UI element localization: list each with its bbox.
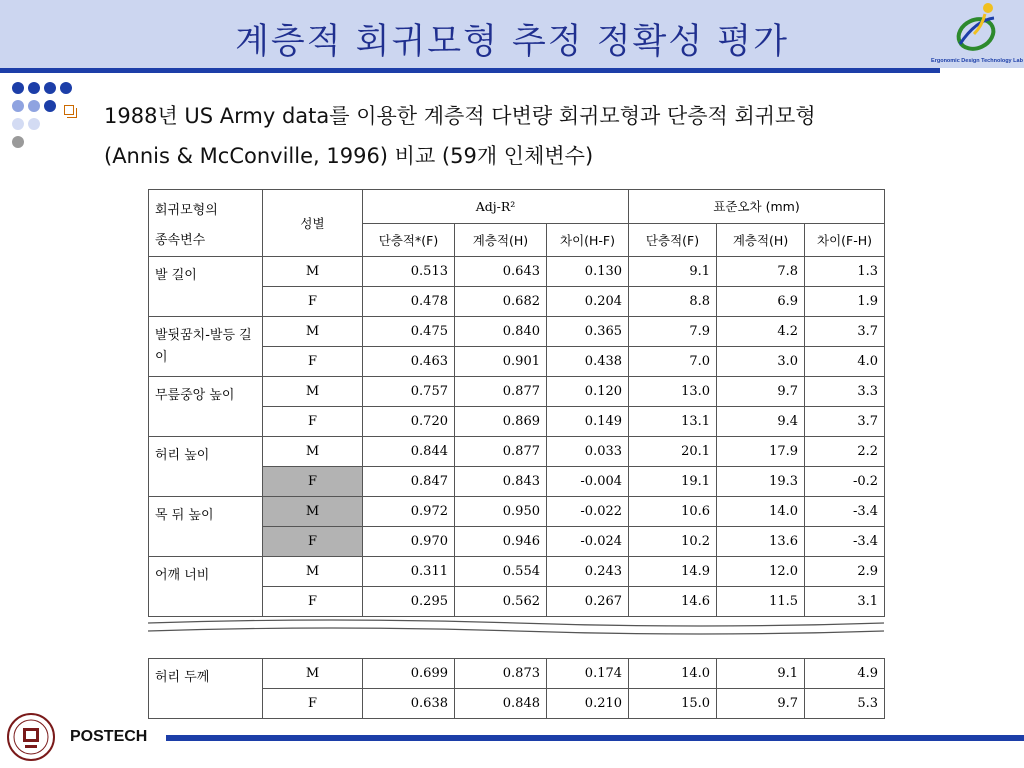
row-variable-name: 허리 높이: [149, 437, 263, 497]
cell-e-d: 3.1: [805, 587, 885, 617]
row-gender: F: [263, 347, 363, 377]
cell-r-h: 0.840: [455, 317, 547, 347]
header-std-error: 표준오차 (mm): [629, 190, 885, 224]
cell-r-f: 0.844: [363, 437, 455, 467]
university-seal-icon: [6, 712, 56, 762]
cell-e-f: 13.1: [629, 407, 717, 437]
cell-r-h: 0.869: [455, 407, 547, 437]
cell-r-f: 0.478: [363, 287, 455, 317]
cell-r-h: 0.554: [455, 557, 547, 587]
table-header-row: [149, 190, 885, 224]
cell-e-d: 3.7: [805, 407, 885, 437]
table-row: [149, 377, 885, 407]
cell-r-h: 0.843: [455, 467, 547, 497]
table-row: [149, 557, 885, 587]
cell-r-h: 0.682: [455, 287, 547, 317]
row-variable-name: 어깨 너비: [149, 557, 263, 617]
cell-r-f: 0.311: [363, 557, 455, 587]
cell-r-d: 0.120: [547, 377, 629, 407]
table-row: [149, 257, 885, 287]
cell-e-d: 2.9: [805, 557, 885, 587]
header-hier-err: 계층적(H): [717, 223, 805, 257]
cell-r-d: 0.130: [547, 257, 629, 287]
cell-r-d: 0.438: [547, 347, 629, 377]
cell-r-f: 0.847: [363, 467, 455, 497]
row-variable-name: 발 길이: [149, 257, 263, 317]
cell-r-d: 0.149: [547, 407, 629, 437]
row-variable-name: 무릎중앙 높이: [149, 377, 263, 437]
row-gender: F: [263, 527, 363, 557]
dot-icon: [60, 82, 72, 94]
header-hier-r2: 계층적(H): [455, 223, 547, 257]
cell-e-h: 12.0: [717, 557, 805, 587]
brand-name: POSTECH: [70, 728, 148, 745]
table-row: [149, 659, 885, 689]
row-variable-name: 목 뒤 높이: [149, 497, 263, 557]
cell-r-h: 0.950: [455, 497, 547, 527]
cell-r-f: 0.638: [363, 689, 455, 719]
cell-r-d: 0.243: [547, 557, 629, 587]
cell-r-h: 0.643: [455, 257, 547, 287]
cell-e-d: 3.3: [805, 377, 885, 407]
bullet-line-2: (Annis & McConville, 1996) 비교 (59개 인체변수): [104, 144, 594, 168]
row-gender: F: [263, 689, 363, 719]
cell-e-h: 9.7: [717, 377, 805, 407]
cell-r-h: 0.562: [455, 587, 547, 617]
row-gender: F: [263, 407, 363, 437]
row-gender: M: [263, 497, 363, 527]
cell-e-d: -0.2: [805, 467, 885, 497]
cell-r-d: 0.365: [547, 317, 629, 347]
cell-e-f: 19.1: [629, 467, 717, 497]
cell-r-f: 0.513: [363, 257, 455, 287]
bullet-text: [104, 96, 1004, 176]
cell-e-h: 14.0: [717, 497, 805, 527]
cell-e-f: 20.1: [629, 437, 717, 467]
cell-e-f: 14.6: [629, 587, 717, 617]
title-divider: [0, 68, 940, 73]
header-single-r2: 단층적*(F): [363, 223, 455, 257]
header-diff-r2: 차이(H-F): [547, 223, 629, 257]
cell-r-h: 0.873: [455, 659, 547, 689]
cell-r-d: -0.024: [547, 527, 629, 557]
cell-r-d: 0.033: [547, 437, 629, 467]
row-gender: F: [263, 587, 363, 617]
dot-icon: [28, 118, 40, 130]
cell-e-f: 15.0: [629, 689, 717, 719]
cell-r-d: 0.174: [547, 659, 629, 689]
cell-e-h: 9.1: [717, 659, 805, 689]
table-row: [149, 317, 885, 347]
row-gender: M: [263, 317, 363, 347]
dot-icon: [28, 100, 40, 112]
cell-e-f: 10.6: [629, 497, 717, 527]
cell-r-d: -0.022: [547, 497, 629, 527]
table-break-mark: [148, 617, 884, 637]
dot-icon: [12, 118, 24, 130]
cell-r-d: -0.004: [547, 467, 629, 497]
row-gender: M: [263, 437, 363, 467]
cell-r-h: 0.901: [455, 347, 547, 377]
cell-e-h: 3.0: [717, 347, 805, 377]
cell-r-f: 0.295: [363, 587, 455, 617]
cell-r-f: 0.970: [363, 527, 455, 557]
header-dependent-var-line1: 회귀모형의: [155, 203, 218, 218]
dot-icon: [12, 100, 24, 112]
header-dependent-var: [149, 190, 263, 257]
cell-r-f: 0.475: [363, 317, 455, 347]
header-single-err: 단층적(F): [629, 223, 717, 257]
comparison-table: [148, 189, 885, 719]
cell-e-h: 6.9: [717, 287, 805, 317]
dot-icon: [12, 82, 24, 94]
cell-e-f: 14.0: [629, 659, 717, 689]
cell-e-h: 9.7: [717, 689, 805, 719]
cell-e-d: 4.9: [805, 659, 885, 689]
cell-e-d: 4.0: [805, 347, 885, 377]
row-gender: M: [263, 557, 363, 587]
cell-e-h: 7.8: [717, 257, 805, 287]
cell-r-f: 0.463: [363, 347, 455, 377]
header-gender: 성별: [263, 190, 363, 257]
cell-r-d: 0.210: [547, 689, 629, 719]
cell-e-d: 1.9: [805, 287, 885, 317]
cell-e-d: 2.2: [805, 437, 885, 467]
header-dependent-var-line2: 종속변수: [155, 233, 206, 248]
cell-r-f: 0.757: [363, 377, 455, 407]
table-row: [149, 437, 885, 467]
cell-e-h: 11.5: [717, 587, 805, 617]
row-gender: M: [263, 659, 363, 689]
header-diff-err: 차이(F-H): [805, 223, 885, 257]
cell-e-f: 8.8: [629, 287, 717, 317]
cell-e-f: 7.9: [629, 317, 717, 347]
cell-e-d: 1.3: [805, 257, 885, 287]
cell-e-d: 5.3: [805, 689, 885, 719]
cell-r-f: 0.699: [363, 659, 455, 689]
row-variable-name: 발뒷꿈치-발등 길이: [149, 317, 263, 377]
cell-e-h: 17.9: [717, 437, 805, 467]
cell-r-d: 0.267: [547, 587, 629, 617]
cell-e-h: 4.2: [717, 317, 805, 347]
lab-logo-icon: [930, 0, 1024, 60]
cell-r-f: 0.720: [363, 407, 455, 437]
table-row: [149, 497, 885, 527]
cell-r-h: 0.877: [455, 437, 547, 467]
row-gender: M: [263, 257, 363, 287]
dot-icon: [44, 100, 56, 112]
cell-r-h: 0.848: [455, 689, 547, 719]
lab-logo: [930, 0, 1024, 72]
cell-r-h: 0.877: [455, 377, 547, 407]
cell-e-f: 14.9: [629, 557, 717, 587]
cell-e-f: 9.1: [629, 257, 717, 287]
row-gender: F: [263, 287, 363, 317]
bullet-square-icon: [64, 105, 74, 115]
row-gender: F: [263, 467, 363, 497]
cell-e-h: 19.3: [717, 467, 805, 497]
cell-e-h: 13.6: [717, 527, 805, 557]
header-adj-r2: Adj-R²: [363, 190, 629, 224]
footer-divider: [166, 735, 1024, 741]
cell-e-d: -3.4: [805, 497, 885, 527]
cell-e-d: -3.4: [805, 527, 885, 557]
cell-e-d: 3.7: [805, 317, 885, 347]
cell-r-f: 0.972: [363, 497, 455, 527]
dot-icon: [28, 82, 40, 94]
cell-e-f: 10.2: [629, 527, 717, 557]
cell-e-f: 7.0: [629, 347, 717, 377]
dot-icon: [12, 136, 24, 148]
row-gender: M: [263, 377, 363, 407]
dot-icon: [44, 82, 56, 94]
page-title: 계층적 회귀모형 추정 정확성 평가: [235, 22, 789, 62]
bullet-line-1: 1988년 US Army data를 이용한 계층적 다변량 회귀모형과 단층적 회귀모형: [104, 104, 816, 128]
cell-r-d: 0.204: [547, 287, 629, 317]
row-variable-name: 허리 두께: [149, 659, 263, 719]
cell-r-h: 0.946: [455, 527, 547, 557]
cell-e-h: 9.4: [717, 407, 805, 437]
cell-e-f: 13.0: [629, 377, 717, 407]
lab-logo-caption: Ergonomic Design Technology Lab: [931, 58, 1023, 64]
